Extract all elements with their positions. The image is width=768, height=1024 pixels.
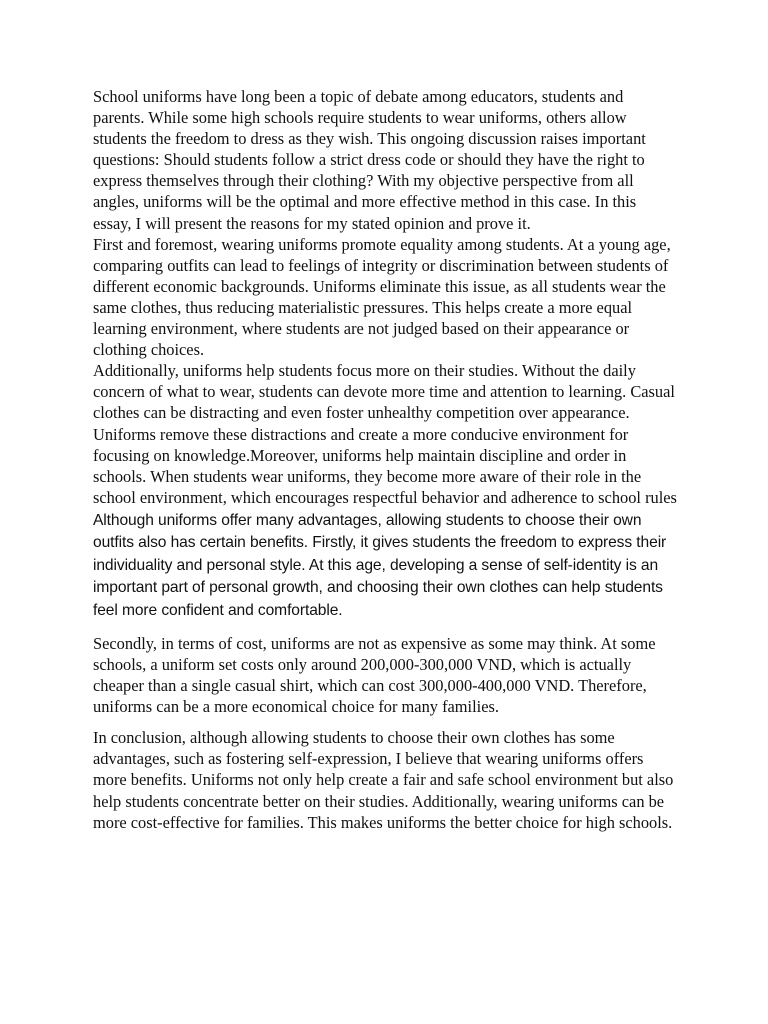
paragraph-conclusion: In conclusion, although allowing students to choose their own clothes has some advantages, such as fostering self-expression, I believe that wearing uniforms offers more benefits. Uniforms not only help create a fair and safe school environment but also help students concentrate better on their studies. Additionally, wearing uniforms can be more cost-effective for families. This makes uniforms the better choice for high schools.: [93, 728, 674, 832]
paragraph-introduction: School uniforms have long been a topic of debate among educators, students and parents. While some high schools require students to wear uniforms, others allow students the freedom to dress as they wish. This ongoing discussion raises important questions: Should students follow a strict dress code or should they have the right to express themselves through their clothing? With my objective perspective from all angles, uniforms will be the optimal and more effective method in this case. In this essay, I will present the reasons for my stated opinion and prove it.: [93, 87, 646, 233]
paragraph-counterargument: Although uniforms offer many advantages, allowing students to choose their own outfits also has certain benefits. Firstly, it gives students the freedom to express their individuality and personal style. At this age, developing a sense of self-identity is an important part of personal growth, and choosing their own clothes can help students feel more confident and comfortable.: [93, 511, 667, 619]
document-page: [93, 86, 678, 833]
paragraph-focus-discipline: Additionally, uniforms help students focus more on their studies. Without the daily concern of what to wear, students can devote more time and attention to learning. Casual clothes can be distracting and even foster unhealthy competition over appearance. Uniforms remove these distractions and create a more conducive environment for focusing on knowledge.Moreover, uniforms help maintain discipline and order in schools. When students wear uniforms, they become more aware of their role in the school environment, which encourages respectful behavior and adherence to school rules: [93, 361, 677, 507]
paragraph-cost: Secondly, in terms of cost, uniforms are not as expensive as some may think. At some schools, a uniform set costs only around 200,000-300,000 VND, which is actually cheaper than a single casual shirt, which can cost 300,000-400,000 VND. Therefore, uniforms can be a more economical choice for many families.: [93, 633, 656, 717]
paragraph-equality: First and foremost, wearing uniforms promote equality among students. At a young age, comparing outfits can lead to feelings of integrity or discrimination between students of different economic backgrounds. Uniforms eliminate this issue, as all students wear the same clothes, thus reducing materialistic pressures. This helps create a more equal learning environment, where students are not judged based on their appearance or clothing choices.: [93, 234, 671, 360]
